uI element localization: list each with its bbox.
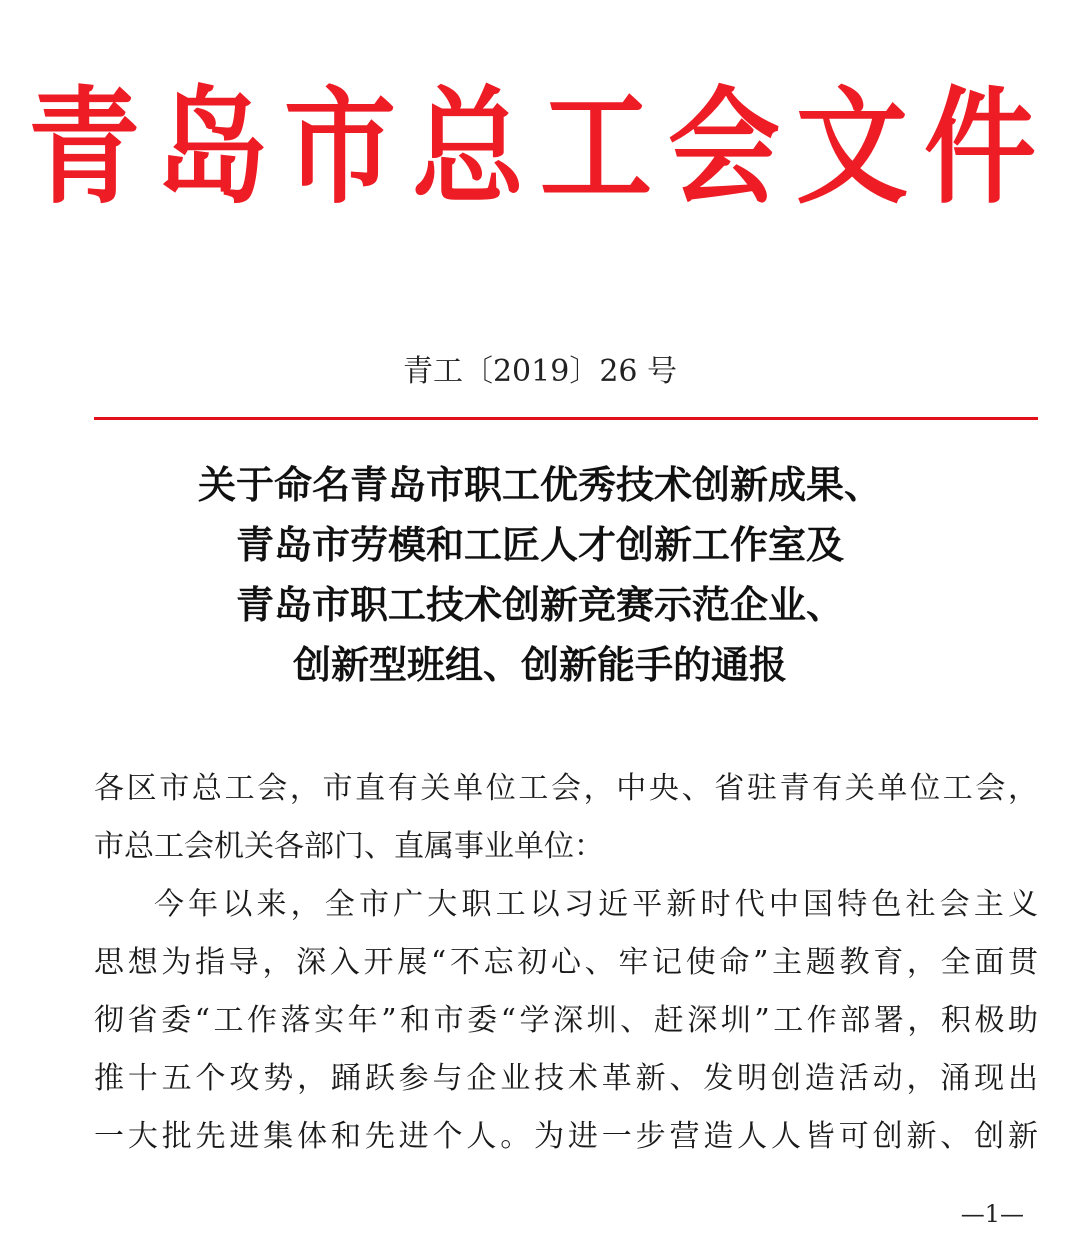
document-body <box>94 760 1038 1166</box>
addressee-line: 各区市总工会，市直有关单位工会，中央、省驻青有关单位工会， <box>94 771 1038 806</box>
document-masthead: 青岛市总工会文件 <box>28 75 1052 222</box>
body-paragraph-line: 一大批先进集体和先进个人。为进一步营造人人皆可创新、创新 <box>94 1119 1038 1154</box>
addressee-line: 市总工会机关各部门、直属事业单位： <box>94 829 604 864</box>
page-number: —1— <box>960 1200 1024 1228</box>
red-divider-rule <box>94 417 1038 420</box>
document-title <box>0 455 1080 695</box>
body-paragraph-line: 今年以来，全市广大职工以习近平新时代中国特色社会主义 <box>154 887 1038 922</box>
document-number: 青工〔2019〕26 号 <box>402 354 678 389</box>
title-line: 青岛市劳模和工匠人才创新工作室及 <box>235 523 844 567</box>
body-paragraph-line: 彻省委“工作落实年”和市委“学深圳、赶深圳”工作部署，积极助 <box>94 1003 1038 1038</box>
title-line: 关于命名青岛市职工优秀技术创新成果、 <box>197 463 882 507</box>
title-line: 青岛市职工技术创新竞赛示范企业、 <box>235 583 844 627</box>
body-paragraph-line: 思想为指导，深入开展“不忘初心、牢记使命”主题教育，全面贯 <box>94 945 1038 980</box>
title-line: 创新型班组、创新能手的通报 <box>292 643 787 687</box>
body-paragraph-line: 推十五个攻势，踊跃参与企业技术革新、发明创造活动，涌现出 <box>94 1061 1038 1096</box>
